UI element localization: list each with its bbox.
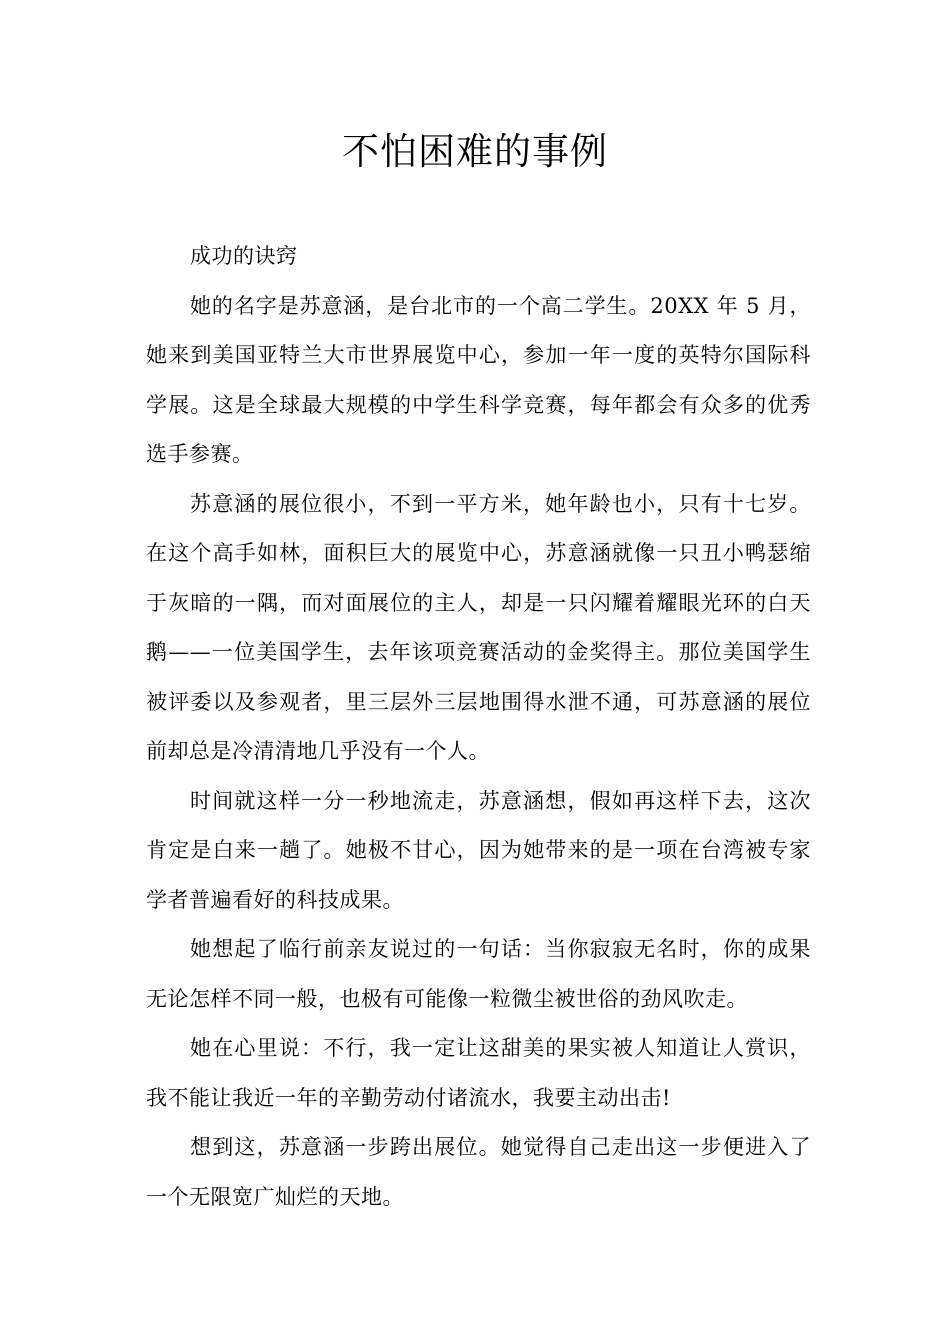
paragraph: 她的名字是苏意涵，是台北市的一个高二学生。20XX 年 5 月，她来到美国亚特兰大市世界展览中心，参加一年一度的英特尔国际科学展。这是全球最大规模的中学生科学竞赛，每年都会有众多的优秀选手参赛。	[146, 293, 811, 466]
document-title: 不怕困难的事例	[342, 130, 608, 173]
paragraph: 成功的诀窍	[190, 244, 298, 268]
paragraph: 苏意涵的展位很小，不到一平方米，她年龄也小，只有十七岁。在这个高手如林，面积巨大的展览中心，苏意涵就像一只丑小鸭瑟缩于灰暗的一隅，而对面展位的主人，却是一只闪耀着耀眼光环的白天鹅——一位美国学生，去年该项竞赛活动的金奖得主。那位美国学生被评委以及参观者，里三层外三层地围得水泄不通，可苏意涵的展位前却总是冷清清地几乎没有一个人。	[146, 491, 811, 763]
paragraph: 想到这，苏意涵一步跨出展位。她觉得自己走出这一步便进入了一个无限宽广灿烂的天地。	[146, 1135, 811, 1209]
document-body	[146, 232, 811, 1222]
paragraph: 她想起了临行前亲友说过的一句话：当你寂寂无名时，你的成果无论怎样不同一般，也极有可能像一粒微尘被世俗的劲风吹走。	[146, 937, 811, 1011]
paragraph: 她在心里说：不行，我一定让这甜美的果实被人知道让人赏识，我不能让我近一年的辛勤劳动付诸流水，我要主动出击!	[146, 1036, 811, 1110]
paragraph: 时间就这样一分一秒地流走，苏意涵想，假如再这样下去，这次肯定是白来一趟了。她极不甘心，因为她带来的是一项在台湾被专家学者普遍看好的科技成果。	[146, 788, 811, 912]
